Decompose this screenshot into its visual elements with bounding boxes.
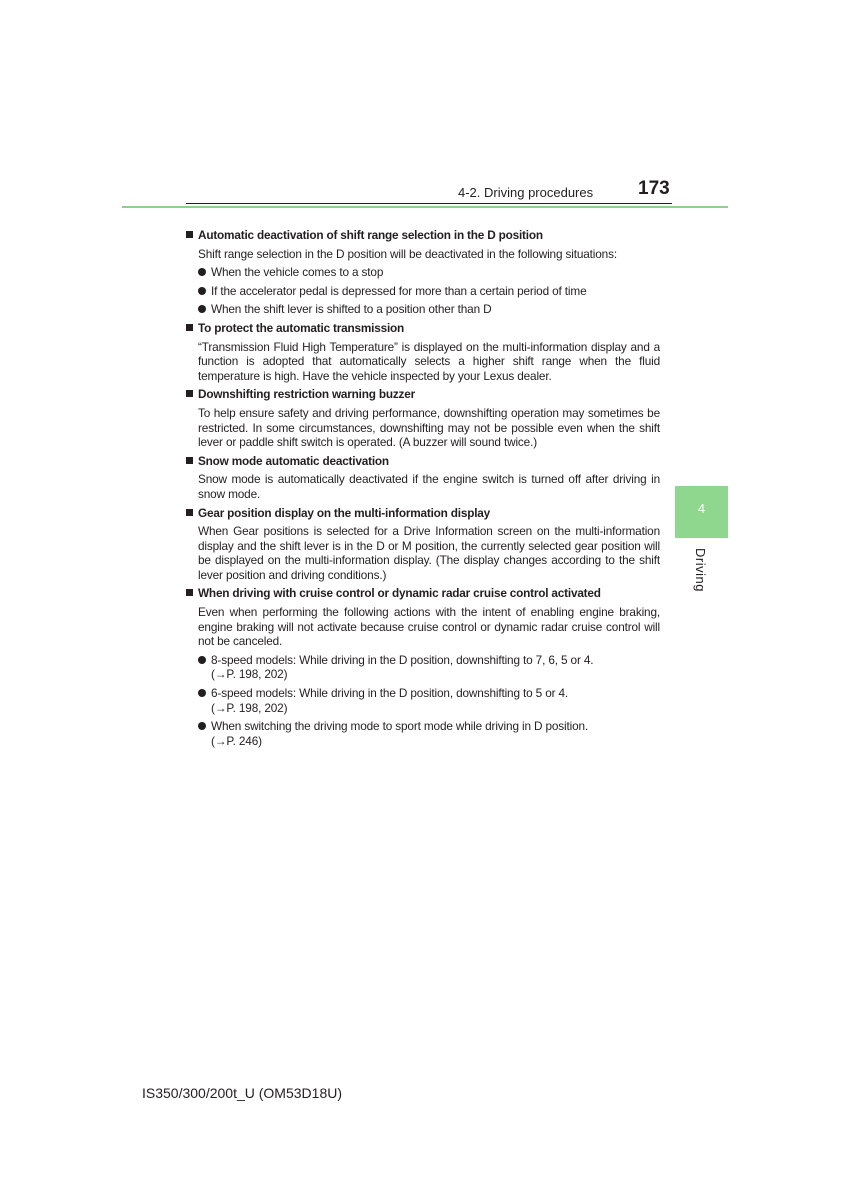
list-item-content	[211, 653, 593, 682]
list-item	[198, 719, 660, 748]
list-item-text: 6-speed models: While driving in the D position, downshifting to 5 or 4.	[211, 686, 569, 701]
section-body: To help ensure safety and driving performance, downshifting operation may sometimes be restricted. In some circumstances, downshifting may not be possible even when the shift lever or paddle shift switch is operated. (A buzzer will sound twice.)	[198, 405, 660, 450]
list-item-text: When switching the driving mode to sport mode while driving in D position.	[211, 719, 589, 734]
section	[186, 454, 660, 502]
square-bullet-icon	[186, 231, 193, 238]
page-number: 173	[638, 178, 670, 199]
section	[186, 586, 660, 748]
page-reference: (→P. 246)	[211, 733, 262, 748]
list-item-text: 8-speed models: While driving in the D position, downshifting to 7, 6, 5 or 4.	[211, 652, 594, 667]
section	[186, 506, 660, 583]
list-item-text: When the vehicle comes to a stop	[211, 265, 384, 280]
round-bullet-icon	[198, 287, 206, 295]
list-item	[198, 284, 660, 299]
section-title	[186, 506, 660, 521]
section-title-text: To protect the automatic transmission	[198, 320, 405, 335]
section-title-text: Gear position display on the multi-information display	[198, 505, 491, 520]
square-bullet-icon	[186, 457, 193, 464]
section-body: When Gear positions is selected for a Drive Information screen on the multi-information display and the shift lever is in the D or M position, the currently selected gear position will be displayed on the multi-information display. (The display changes according to the shift lever position and driving conditions.)	[198, 524, 660, 582]
round-bullet-icon	[198, 722, 206, 730]
section	[186, 321, 660, 383]
square-bullet-icon	[186, 509, 193, 516]
list-item-text: When the shift lever is shifted to a position other than D	[211, 302, 492, 317]
round-bullet-icon	[198, 656, 206, 664]
section-body: Snow mode is automatically deactivated if the engine switch is turned off after driving in snow mode.	[198, 472, 660, 501]
list-item	[198, 653, 660, 682]
list-item-text: If the accelerator pedal is depressed for more than a certain period of time	[211, 283, 587, 298]
main-content	[186, 228, 660, 752]
round-bullet-icon	[198, 268, 206, 276]
section	[186, 387, 660, 449]
section-title-text: Automatic deactivation of shift range selection in the D position	[198, 228, 543, 242]
footer-model-code: IS350/300/200t_U (OM53D18U)	[142, 1085, 342, 1101]
section-body: “Transmission Fluid High Temperature” is displayed on the multi-information display and a function is adopted that automatically selects a higher shift range when the fluid temperature is high. Have the vehicle inspected by your Lexus dealer.	[198, 339, 660, 383]
list-item	[198, 302, 660, 317]
section-title	[186, 387, 660, 402]
chapter-label: Driving	[693, 548, 708, 592]
section-title	[186, 321, 660, 336]
list-item	[198, 265, 660, 280]
section-body: Shift range selection in the D position will be deactivated in the following situations:	[198, 246, 617, 261]
list-item	[198, 686, 660, 715]
section-title-text: When driving with cruise control or dynamic radar cruise control activated	[198, 586, 601, 601]
header-rule	[186, 203, 672, 204]
section	[186, 228, 660, 317]
list-item-content	[211, 719, 588, 748]
page-reference: (→P. 198, 202)	[211, 667, 288, 682]
section-title	[186, 228, 660, 243]
section-title-text: Snow mode automatic deactivation	[198, 453, 389, 468]
section-title	[186, 454, 660, 469]
section-title	[186, 586, 660, 601]
square-bullet-icon	[186, 589, 193, 596]
header-accent-rule	[122, 206, 728, 208]
round-bullet-icon	[198, 689, 206, 697]
square-bullet-icon	[186, 324, 193, 331]
round-bullet-icon	[198, 305, 206, 313]
header-section-title: 4-2. Driving procedures	[458, 185, 594, 200]
section-title-text: Downshifting restriction warning buzzer	[198, 387, 416, 402]
chapter-tab: 4	[675, 486, 728, 538]
section-body: Even when performing the following actions with the intent of enabling engine braking, engine braking will not activate because cruise control or dynamic radar cruise control will not be canceled.	[198, 605, 660, 649]
square-bullet-icon	[186, 390, 193, 397]
list-item-content	[211, 686, 568, 715]
page-reference: (→P. 198, 202)	[211, 700, 288, 715]
